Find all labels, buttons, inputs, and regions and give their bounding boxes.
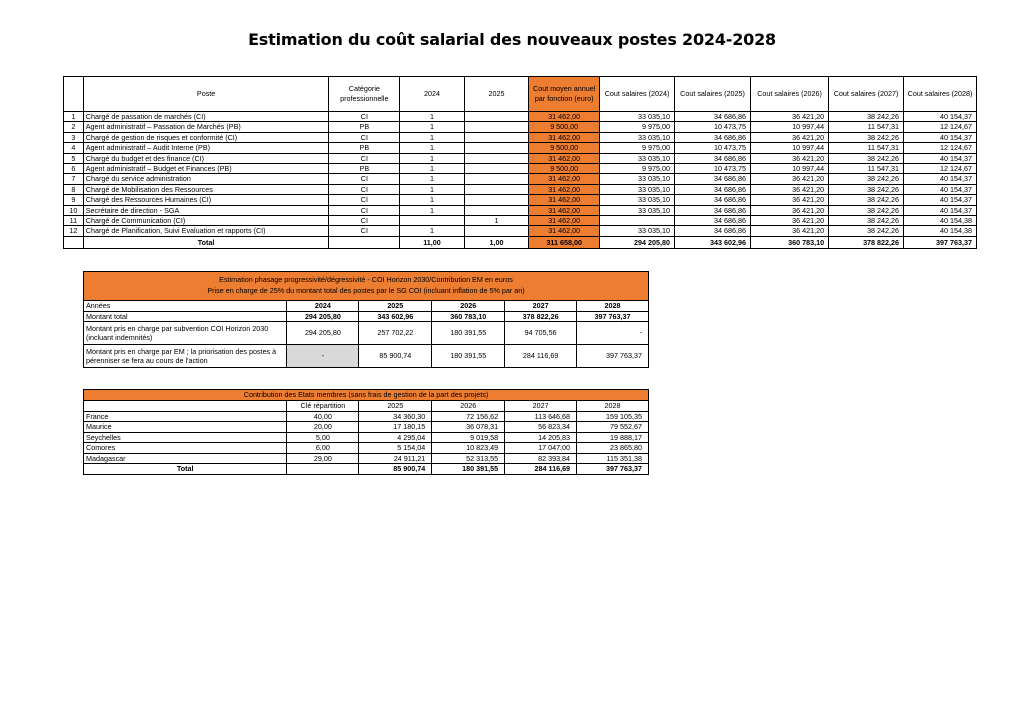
table-cell: 1: [400, 174, 465, 184]
header-cell: [64, 77, 84, 112]
table-cell: 1: [400, 163, 465, 173]
table-cell: 38 242,26: [829, 174, 904, 184]
table-cell: CI: [329, 195, 400, 205]
contributions-header: Contribution des Etats membres (sans frais de gestion de la part des projets): [84, 390, 649, 401]
table-cell: 9 975,00: [600, 122, 675, 132]
table-cell: Agent administratif – Passation de Marchés (PB): [83, 122, 329, 132]
amount-cell: 397 763,37: [577, 345, 649, 368]
table-cell: Chargé de passation de marchés (CI): [83, 112, 329, 122]
table-cell: [464, 153, 529, 163]
table-cell: 33 035,10: [600, 226, 675, 236]
amount-cell: 360 783,10: [432, 311, 505, 322]
total-cell: 397 763,37: [904, 236, 977, 248]
column-header: 2027: [505, 401, 577, 412]
contribution-cell: 6,00: [287, 443, 359, 454]
subvention-row: [84, 322, 649, 345]
contribution-cell: 34 360,30: [359, 411, 432, 422]
table-cell: 34 686,86: [675, 132, 751, 142]
table-cell: 12 124,67: [904, 143, 977, 153]
table-cell: [464, 205, 529, 215]
column-header: [84, 401, 287, 412]
salary-cost-table: [63, 76, 977, 249]
contribution-cell: 23 865,80: [577, 443, 649, 454]
table-cell: 36 421,20: [751, 132, 829, 142]
contribution-row: [84, 453, 649, 464]
year-cell: 2028: [577, 301, 649, 312]
contribution-total-cell: 284 116,69: [505, 464, 577, 475]
table-cell: 38 242,26: [829, 112, 904, 122]
header-cell: Poste: [83, 77, 329, 112]
table-cell: 40 154,38: [904, 226, 977, 236]
table-cell: 40 154,37: [904, 195, 977, 205]
years-row: [84, 301, 649, 312]
table-cell: 1: [400, 226, 465, 236]
contribution-cell: Madagascar: [84, 453, 287, 464]
amount-cell: 257 702,22: [359, 322, 432, 345]
table-cell: 40 154,37: [904, 112, 977, 122]
table-cell: 31 462,00: [529, 153, 600, 163]
table-cell: 1: [400, 153, 465, 163]
total-cell: 1,00: [464, 236, 529, 248]
table-cell: 31 462,00: [529, 226, 600, 236]
table-cell: 9: [64, 195, 84, 205]
table-cell: 40 154,37: [904, 132, 977, 142]
column-header: Clé répartition: [287, 401, 359, 412]
table-row: [64, 122, 977, 132]
table-row: [64, 153, 977, 163]
table-cell: 34 686,86: [675, 195, 751, 205]
table-cell: 36 421,20: [751, 205, 829, 215]
table-cell: 40 154,37: [904, 205, 977, 215]
contribution-cell: 82 393,84: [505, 453, 577, 464]
table-cell: [464, 132, 529, 142]
contribution-cell: 19 888,17: [577, 432, 649, 443]
contribution-cell: 72 156,62: [432, 411, 505, 422]
contribution-cell: 79 552,67: [577, 422, 649, 433]
amount-cell: 294 205,80: [287, 322, 359, 345]
subvention-label: Montant pris en charge par subvention COI Horizon 2030 (incluant indemnités): [84, 322, 287, 345]
table-cell: 1: [400, 112, 465, 122]
total-cell: 343 602,96: [675, 236, 751, 248]
table-cell: Chargé de gestion de risques et conformité (CI): [83, 132, 329, 142]
table-cell: 31 462,00: [529, 112, 600, 122]
table-cell: 38 242,26: [829, 205, 904, 215]
contribution-row: [84, 422, 649, 433]
phasing-header-line2: Prise en charge de 25% du montant total des postes par le SG COI (incluant inflation de 5% par an): [207, 286, 525, 295]
contribution-total-row: [84, 464, 649, 475]
table-cell: CI: [329, 112, 400, 122]
contribution-total-cell: 397 763,37: [577, 464, 649, 475]
table-cell: Chargé de Mobilisation des Ressources: [83, 184, 329, 194]
table-cell: 12 124,67: [904, 122, 977, 132]
em-label: Montant pris en charge par EM ; la priorisation des postes à pérenniser se fera au cours de l'action: [84, 345, 287, 368]
contribution-cell: 159 105,35: [577, 411, 649, 422]
table-cell: 31 462,00: [529, 195, 600, 205]
contribution-total-cell: [287, 464, 359, 475]
table-cell: 36 421,20: [751, 174, 829, 184]
header-cell: Cout salaires (2026): [751, 77, 829, 112]
table-cell: PB: [329, 122, 400, 132]
table-cell: 31 462,00: [529, 174, 600, 184]
table-cell: 4: [64, 143, 84, 153]
contribution-cell: 113 646,68: [505, 411, 577, 422]
total-cell: 360 783,10: [751, 236, 829, 248]
year-cell: 2025: [359, 301, 432, 312]
table-cell: Chargé de Planification, Suivi Evaluation et rapports (CI): [83, 226, 329, 236]
contribution-cell: 14 205,83: [505, 432, 577, 443]
table-cell: 36 421,20: [751, 184, 829, 194]
table-cell: [464, 112, 529, 122]
table-cell: 11: [64, 215, 84, 225]
table-cell: 5: [64, 153, 84, 163]
header-cell: 2024: [400, 77, 465, 112]
contribution-row: [84, 443, 649, 454]
table-cell: 40 154,37: [904, 153, 977, 163]
table-cell: 31 462,00: [529, 132, 600, 142]
table-cell: 40 154,38: [904, 215, 977, 225]
amount-cell: 294 205,80: [287, 311, 359, 322]
table-cell: 36 421,20: [751, 226, 829, 236]
table-cell: 31 462,00: [529, 205, 600, 215]
table-cell: 1: [400, 205, 465, 215]
table-cell: 9 975,00: [600, 143, 675, 153]
table-cell: 9 975,00: [600, 163, 675, 173]
table-cell: 10: [64, 205, 84, 215]
table-cell: 38 242,26: [829, 215, 904, 225]
contribution-total-cell: 180 391,55: [432, 464, 505, 475]
table-cell: 34 686,86: [675, 215, 751, 225]
table-cell: 1: [400, 132, 465, 142]
amount-cell: -: [287, 345, 359, 368]
table-cell: 33 035,10: [600, 153, 675, 163]
contribution-row: [84, 411, 649, 422]
table-cell: Agent administratif – Audit Interne (PB): [83, 143, 329, 153]
amount-cell: -: [577, 322, 649, 345]
phasing-header-line1: Estimation phasage progressivité/dégressivité - COI Horizon 2030/Contribution EM en euros: [219, 275, 513, 285]
table-row: [64, 226, 977, 236]
column-header: 2028: [577, 401, 649, 412]
header-cell: Cout moyen annuel par fonction (euro): [529, 77, 600, 112]
total-cell: Total: [83, 236, 329, 248]
contribution-total-cell: Total: [84, 464, 287, 475]
table-cell: 3: [64, 132, 84, 142]
table-cell: 1: [400, 184, 465, 194]
year-cell: 2027: [505, 301, 577, 312]
table-row: [64, 132, 977, 142]
table-cell: CI: [329, 184, 400, 194]
contribution-cell: 115 351,38: [577, 453, 649, 464]
table-cell: 1: [400, 195, 465, 205]
table-row: [64, 184, 977, 194]
table-cell: 34 686,86: [675, 174, 751, 184]
amount-cell: 378 822,26: [505, 311, 577, 322]
table-cell: CI: [329, 174, 400, 184]
table-cell: Chargé de Communication (CI): [83, 215, 329, 225]
table-cell: 6: [64, 163, 84, 173]
table-cell: 9 500,00: [529, 143, 600, 153]
table-cell: 10 473,75: [675, 163, 751, 173]
table-cell: Chargé du service administration: [83, 174, 329, 184]
table-cell: 10 473,75: [675, 143, 751, 153]
table-row: [64, 112, 977, 122]
table-row: [64, 205, 977, 215]
table-cell: [464, 163, 529, 173]
table-cell: 34 686,86: [675, 205, 751, 215]
table-cell: 11 547,31: [829, 163, 904, 173]
contribution-total-cell: 85 900,74: [359, 464, 432, 475]
contributions-columns-row: [84, 401, 649, 412]
header-cell: Cout salaires (2024): [600, 77, 675, 112]
contribution-cell: 56 823,34: [505, 422, 577, 433]
contribution-cell: 10 823,49: [432, 443, 505, 454]
contribution-cell: 17 047,00: [505, 443, 577, 454]
contribution-cell: 36 078,31: [432, 422, 505, 433]
table-cell: 31 462,00: [529, 215, 600, 225]
table-cell: 33 035,10: [600, 132, 675, 142]
table-row: [64, 143, 977, 153]
phasing-header: [84, 272, 649, 301]
column-header: 2026: [432, 401, 505, 412]
table-cell: 38 242,26: [829, 195, 904, 205]
years-label: Années: [84, 301, 287, 312]
table-cell: Agent administratif – Budget et Finances (PB): [83, 163, 329, 173]
table-cell: 1: [464, 215, 529, 225]
contribution-cell: 29,00: [287, 453, 359, 464]
table-cell: 36 421,20: [751, 153, 829, 163]
table-cell: 9 500,00: [529, 163, 600, 173]
table-cell: [464, 184, 529, 194]
table-cell: 38 242,26: [829, 153, 904, 163]
table-cell: 40 154,37: [904, 184, 977, 194]
table-cell: PB: [329, 163, 400, 173]
contribution-cell: Seychelles: [84, 432, 287, 443]
column-header: 2025: [359, 401, 432, 412]
table-cell: 10 473,75: [675, 122, 751, 132]
table-cell: 34 686,86: [675, 112, 751, 122]
contribution-cell: 5,00: [287, 432, 359, 443]
table-cell: 10 997,44: [751, 122, 829, 132]
em-row: [84, 345, 649, 368]
table-cell: 1: [64, 112, 84, 122]
total-cell: 294 205,80: [600, 236, 675, 248]
table-cell: [600, 215, 675, 225]
page-title: Estimation du coût salarial des nouveaux postes 2024-2028: [248, 30, 776, 49]
phasing-table: [83, 271, 649, 368]
contributions-table: [83, 389, 649, 475]
table-cell: 38 242,26: [829, 184, 904, 194]
table-cell: 8: [64, 184, 84, 194]
table-cell: 34 686,86: [675, 226, 751, 236]
table-cell: 33 035,10: [600, 112, 675, 122]
table-cell: [400, 215, 465, 225]
table-cell: CI: [329, 153, 400, 163]
amount-cell: 180 391,55: [432, 345, 505, 368]
amount-cell: 343 602,96: [359, 311, 432, 322]
header-cell: 2025: [464, 77, 529, 112]
table-cell: PB: [329, 143, 400, 153]
table-cell: 12 124,67: [904, 163, 977, 173]
contribution-row: [84, 432, 649, 443]
table-cell: CI: [329, 205, 400, 215]
table-cell: 1: [400, 122, 465, 132]
total-amount-label: Montant total: [84, 311, 287, 322]
table-cell: 34 686,86: [675, 184, 751, 194]
table-row: [64, 174, 977, 184]
table-cell: Secrétaire de direction - SGA: [83, 205, 329, 215]
table-cell: 10 997,44: [751, 143, 829, 153]
total-amount-row: [84, 311, 649, 322]
total-row: [64, 236, 977, 248]
contribution-cell: 24 911,21: [359, 453, 432, 464]
table-cell: 7: [64, 174, 84, 184]
table-cell: [464, 195, 529, 205]
contribution-cell: 9 019,58: [432, 432, 505, 443]
table-cell: 36 421,20: [751, 215, 829, 225]
header-cell: Cout salaires (2025): [675, 77, 751, 112]
table-cell: [464, 122, 529, 132]
table-cell: 11 547,31: [829, 122, 904, 132]
table-cell: 1: [400, 143, 465, 153]
table-cell: CI: [329, 215, 400, 225]
table-cell: 11 547,31: [829, 143, 904, 153]
table-row: [64, 215, 977, 225]
table-cell: 10 997,44: [751, 163, 829, 173]
table-cell: 33 035,10: [600, 205, 675, 215]
amount-cell: 85 900,74: [359, 345, 432, 368]
contribution-cell: 5 154,04: [359, 443, 432, 454]
amount-cell: 94 705,56: [505, 322, 577, 345]
total-cell: [329, 236, 400, 248]
year-cell: 2024: [287, 301, 359, 312]
amount-cell: 397 763,37: [577, 311, 649, 322]
table-cell: 12: [64, 226, 84, 236]
contribution-cell: 17 180,15: [359, 422, 432, 433]
header-cell: Cout salaires (2028): [904, 77, 977, 112]
table-cell: [464, 174, 529, 184]
table-cell: 33 035,10: [600, 195, 675, 205]
table-cell: Chargé des Ressources Humaines (CI): [83, 195, 329, 205]
total-cell: [64, 236, 84, 248]
contribution-cell: 20,00: [287, 422, 359, 433]
contribution-cell: 40,00: [287, 411, 359, 422]
table-cell: 33 035,10: [600, 174, 675, 184]
table-row: [64, 163, 977, 173]
amount-cell: 180 391,55: [432, 322, 505, 345]
year-cell: 2026: [432, 301, 505, 312]
table-cell: 31 462,00: [529, 184, 600, 194]
total-cell: 11,00: [400, 236, 465, 248]
table-cell: CI: [329, 226, 400, 236]
contribution-cell: France: [84, 411, 287, 422]
table-cell: [464, 143, 529, 153]
total-cell: 378 822,26: [829, 236, 904, 248]
table-cell: 38 242,26: [829, 226, 904, 236]
table-cell: CI: [329, 132, 400, 142]
contribution-cell: 4 295,04: [359, 432, 432, 443]
table-cell: 36 421,20: [751, 195, 829, 205]
table-cell: 34 686,86: [675, 153, 751, 163]
table-cell: 40 154,37: [904, 174, 977, 184]
contribution-cell: Maurice: [84, 422, 287, 433]
amount-cell: 284 116,69: [505, 345, 577, 368]
header-cell: Cout salaires (2027): [829, 77, 904, 112]
table-header-row: [64, 77, 977, 112]
table-cell: Chargé du budget et des finance (CI): [83, 153, 329, 163]
contribution-cell: 52 313,55: [432, 453, 505, 464]
table-cell: 9 500,00: [529, 122, 600, 132]
total-cell: 311 658,00: [529, 236, 600, 248]
table-cell: 33 035,10: [600, 184, 675, 194]
table-cell: [464, 226, 529, 236]
table-cell: 38 242,26: [829, 132, 904, 142]
table-row: [64, 195, 977, 205]
contribution-cell: Comores: [84, 443, 287, 454]
header-cell: Catégorie professionnelle: [329, 77, 400, 112]
table-cell: 2: [64, 122, 84, 132]
table-cell: 36 421,20: [751, 112, 829, 122]
